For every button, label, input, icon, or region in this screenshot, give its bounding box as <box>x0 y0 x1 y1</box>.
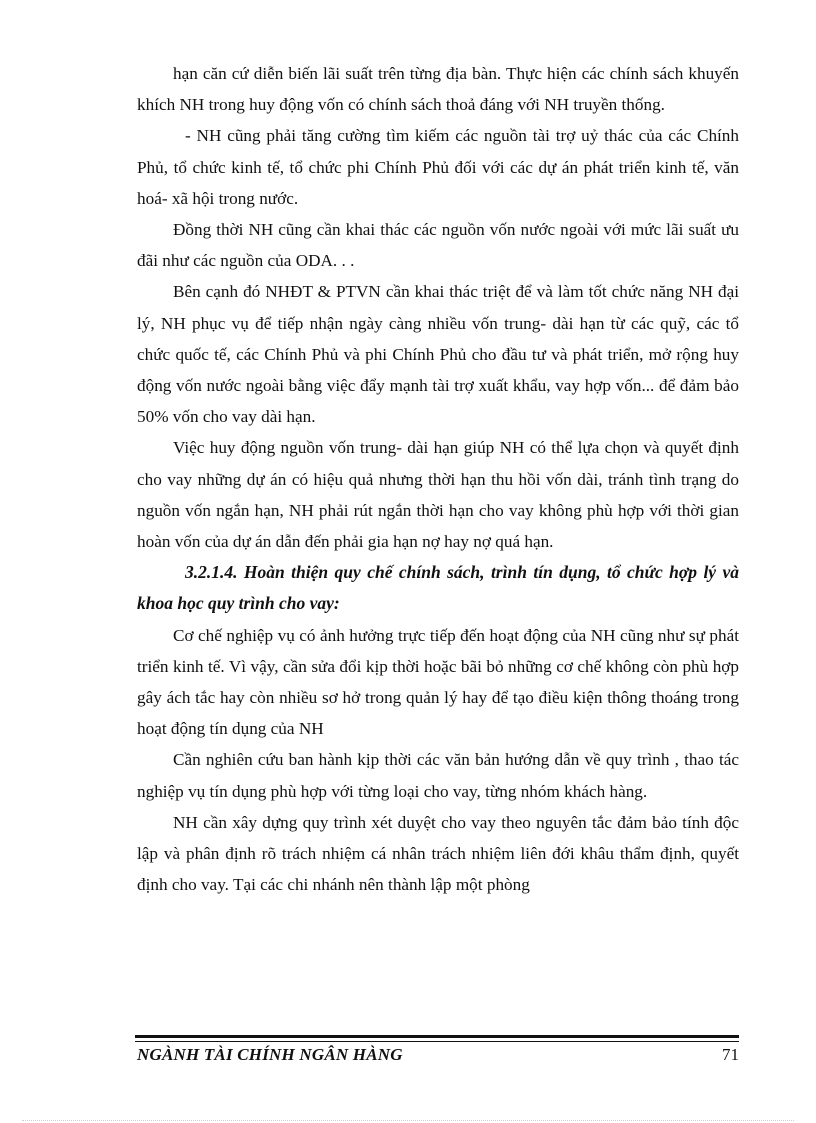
paragraph: hạn căn cứ diễn biến lãi suất trên từng địa bàn. Thực hiện các chính sách khuyến khích NH trong huy động vốn có chính sách thoả đáng với NH truyền thống. <box>137 64 739 115</box>
paragraph: Đồng thời NH cũng cần khai thác các nguồn vốn nước ngoài với mức lãi suất ưu đãi như các nguồn của ODA. . . <box>137 220 739 271</box>
paragraph: Cần nghiên cứu ban hành kịp thời các văn bản hướng dẫn về quy trình , thao tác nghiệp vụ tín dụng phù hợp với từng loại cho vay, từng nhóm khách hàng. <box>137 750 739 801</box>
paragraph: Bên cạnh đó NHĐT & PTVN cần khai thác triệt để và làm tốt chức năng NH đại lý, NH phục vụ để tiếp nhận ngày càng nhiều vốn trung- dài hạn từ các quỹ, các tổ chức quốc tế, các Chính Phủ và phi Chính Phủ cho đầu tư và phát triển, mở rộng huy động vốn nước ngoài bằng việc đẩy mạnh tài trợ xuất khẩu, vay hợp vốn... để đảm bảo 50% vốn cho vay dài hạn. <box>137 282 739 427</box>
section-heading: 3.2.1.4. Hoàn thiện quy chế chính sách, trình tín dụng, tổ chức hợp lý và khoa học quy trình cho vay: <box>137 562 739 614</box>
paragraph: - NH cũng phải tăng cường tìm kiếm các nguồn tài trợ uỷ thác của các Chính Phủ, tổ chức kinh tế, tổ chức phi Chính Phủ đối với các dự án phát triển kinh tế, văn hoá- xã hội trong nước. <box>137 126 739 208</box>
page-edge <box>22 1120 794 1121</box>
page-number: 71 <box>722 1045 739 1064</box>
body-text <box>137 58 739 900</box>
paragraph: Cơ chế nghiệp vụ có ảnh hưởng trực tiếp đến hoạt động của NH cũng như sự phát triển kinh tế. Vì vậy, cần sửa đổi kịp thời hoặc bãi bỏ những cơ chế không còn phù hợp gây ách tắc hay còn nhiều sơ hở trong quản lý hay để tạo điều kiện thông thoáng trong hoạt động tín dụng của NH <box>137 625 739 739</box>
paragraph: NH cần xây dựng quy trình xét duyệt cho vay theo nguyên tắc đảm bảo tính độc lập và phân định rõ trách nhiệm cá nhân trách nhiệm liên đới khâu thẩm định, quyết định cho vay. Tại các chi nhánh nên thành lập một phòng <box>137 812 739 895</box>
footer-divider-thin <box>135 1041 739 1042</box>
footer-title: NGÀNH TÀI CHÍNH NGÂN HÀNG <box>137 1045 403 1064</box>
paragraph: Việc huy động nguồn vốn trung- dài hạn giúp NH có thể lựa chọn và quyết định cho vay những dự án có hiệu quả nhưng thời hạn thu hồi vốn dài, tránh tình trạng do nguồn vốn ngắn hạn, NH phải rút ngắn thời hạn cho vay không phù hợp với thời gian hoàn vốn của dự án dẫn đến phải gia hạn nợ hay nợ quá hạn. <box>137 438 739 552</box>
footer-divider <box>135 1035 739 1038</box>
